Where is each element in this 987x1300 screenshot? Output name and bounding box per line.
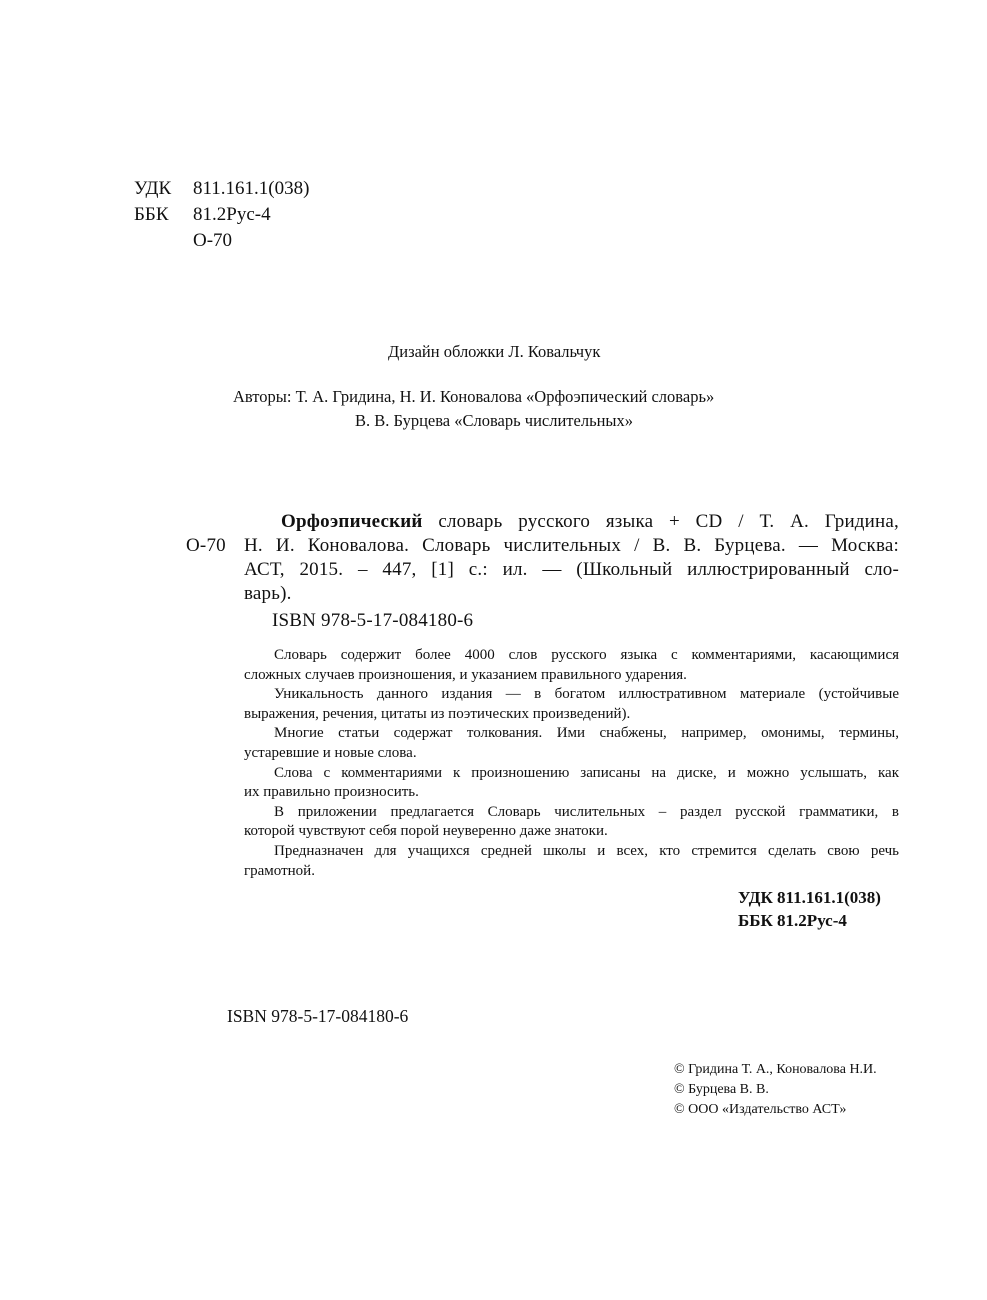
abstract-p4-line1: Слова с комментариями к произношению записаны на диске, и можно услышать, как: [274, 764, 899, 781]
biblio-line3: АСТ, 2015. – 447, [1] с.: ил. — (Школьный иллюстрированный сло-: [244, 559, 899, 580]
abstract-p6-line1: Предназначен для учащихся средней школы и всех, кто стремится сделать свою речь: [274, 842, 899, 859]
abstract-p2-line1: Уникальность данного издания — в богатом иллюстративном материале (устойчивые: [274, 686, 899, 703]
authors-credit-line1: Авторы: Т. А. Гридина, Н. И. Коновалова «Орфоэпический словарь»: [233, 387, 715, 406]
abstract-p6-line2: грамотной.: [244, 862, 315, 879]
abstract-p3-line1: Многие статьи содержат толкования. Ими снабжены, например, омонимы, термины,: [274, 725, 899, 742]
author-mark-top: О-70: [193, 230, 233, 251]
classification-block: [134, 176, 374, 256]
abstract-p5-line1: В приложении предлагается Словарь числительных – раздел русской грамматики, в: [274, 803, 899, 820]
copyright-line2: © Бурцева В. В.: [674, 1082, 769, 1097]
authors-credit-line2: В. В. Бурцева «Словарь числительных»: [355, 411, 634, 430]
abstract-classification: [738, 886, 881, 932]
abstract-p1-line1: Словарь содержит более 4000 слов русского языка с комментариями, касающимися: [274, 647, 899, 663]
copyright-line3: © ООО «Издательство АСТ»: [674, 1102, 847, 1117]
biblio-isbn: ISBN 978-5-17-084180-6: [272, 610, 474, 631]
abstract-p5-line2: которой чувствуют себя порой неуверенно даже знатоки.: [244, 823, 608, 840]
isbn-footer: ISBN 978-5-17-084180-6: [227, 1006, 409, 1026]
biblio-line2: Н. И. Коновалова. Словарь числительных / В. В. Бурцева. — Москва:: [244, 535, 899, 556]
abstract-p1-line2: сложных случаев произношения, и указанием правильного ударения.: [244, 666, 687, 683]
bbk-value: 81.2Рус-4: [193, 204, 271, 225]
udk-label: УДК: [134, 178, 172, 199]
abstract-bbk: ББК 81.2Рус-4: [738, 911, 847, 930]
biblio-author-mark: О-70: [186, 535, 226, 556]
biblio-line4: варь).: [244, 583, 292, 604]
copyright-block: [674, 1060, 877, 1120]
bibliographic-record: [244, 510, 899, 633]
abstract-p4-line2: их правильно произносить.: [244, 784, 419, 801]
abstract-udk: УДК 811.161.1(038): [738, 888, 881, 907]
abstract-p3-line2: устаревшие и новые слова.: [244, 744, 417, 761]
biblio-line1: [244, 510, 899, 534]
copyright-line1: © Гридина Т. А., Коновалова Н.И.: [674, 1062, 877, 1077]
abstract-p2-line2: выражения, речения, цитаты из поэтических произведений).: [244, 705, 631, 722]
biblio-title-bold: Орфоэпический: [281, 511, 423, 532]
cover-design-credit: Дизайн обложки Л. Ковальчук: [388, 342, 601, 361]
abstract: [244, 646, 899, 881]
udk-value: 811.161.1(038): [193, 178, 310, 199]
bbk-label: ББК: [134, 204, 169, 225]
biblio-title-rest: словарь русского языка + CD / Т. А. Гридина,: [422, 511, 899, 532]
